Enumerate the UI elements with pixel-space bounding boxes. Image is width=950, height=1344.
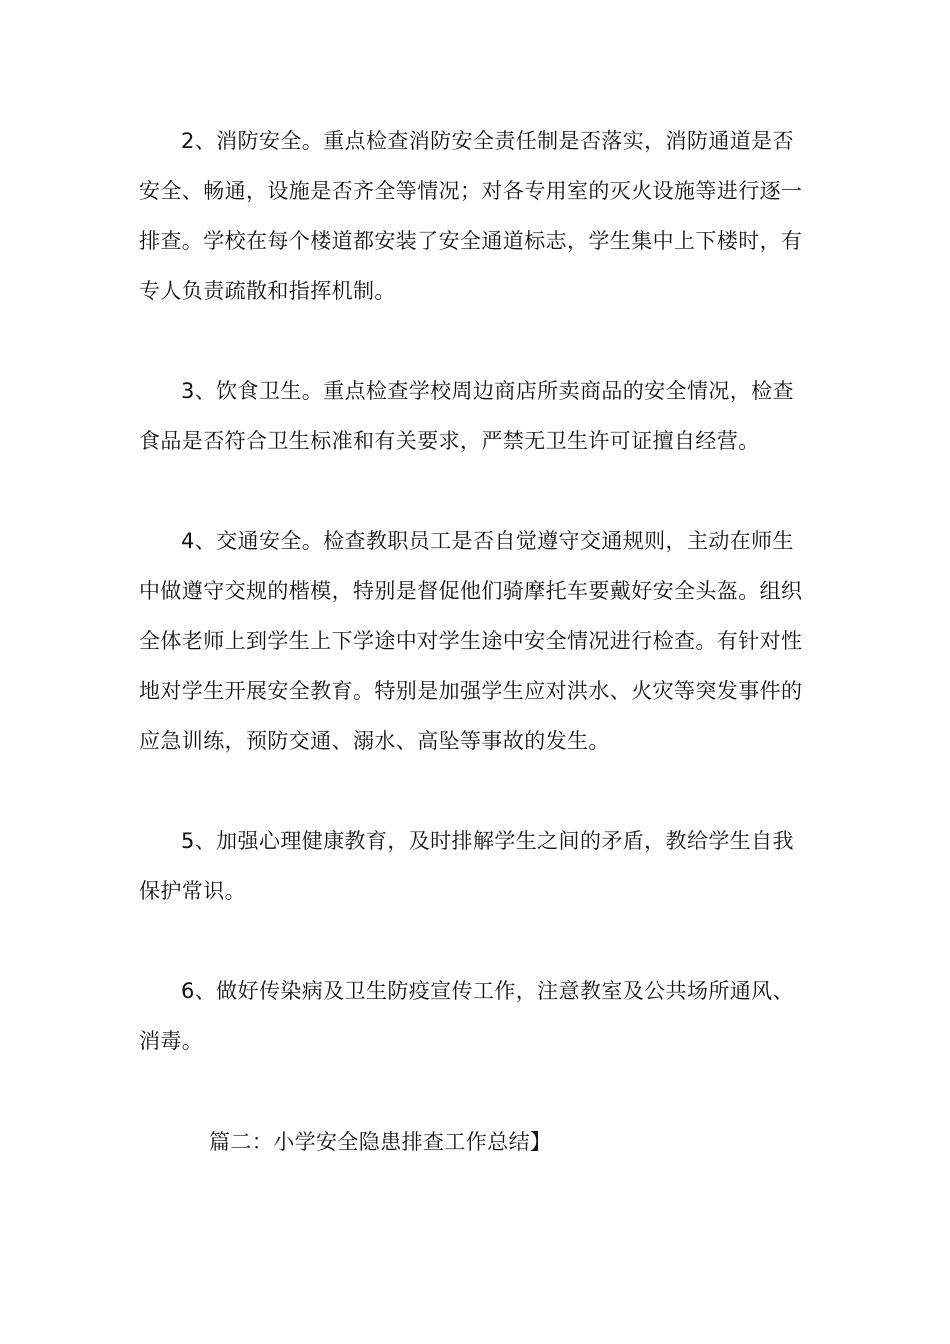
- paragraph-mental-health: 5、加强心理健康教育，及时排解学生之间的矛盾，教给学生自我保护常识。: [139, 829, 794, 903]
- paragraph-fire-safety: 2、消防安全。重点检查消防安全责任制是否落实，消防通道是否安全、畅通，设施是否齐全等情况；对各专用室的灭火设施等进行逐一排查。学校在每个楼道都安装了安全通道标志，学生集中上下楼时，有专人负责疏散和指挥机制。: [139, 129, 803, 303]
- paragraph-food-hygiene: 3、饮食卫生。重点检查学校周边商店所卖商品的安全情况，检查食品是否符合卫生标准和有关要求，严禁无卫生许可证擅自经营。: [139, 379, 794, 453]
- paragraph-traffic-safety: 4、交通安全。检查教职员工是否自觉遵守交通规则，主动在师生中做遵守交规的楷模，特别是督促他们骑摩托车要戴好安全头盔。组织全体老师上到学生上下学途中对学生途中安全情况进行检查。有针对性地对学生开展安全教育。特别是加强学生应对洪水、火灾等突发事件的应急训练，预防交通、溺水、高坠等事故的发生。: [139, 529, 803, 753]
- paragraph-epidemic-prevention: 6、做好传染病及卫生防疫宣传工作，注意教室及公共场所通风、消毒。: [139, 979, 794, 1053]
- section-heading: 篇二：小学安全隐患排查工作总结】: [209, 1130, 552, 1154]
